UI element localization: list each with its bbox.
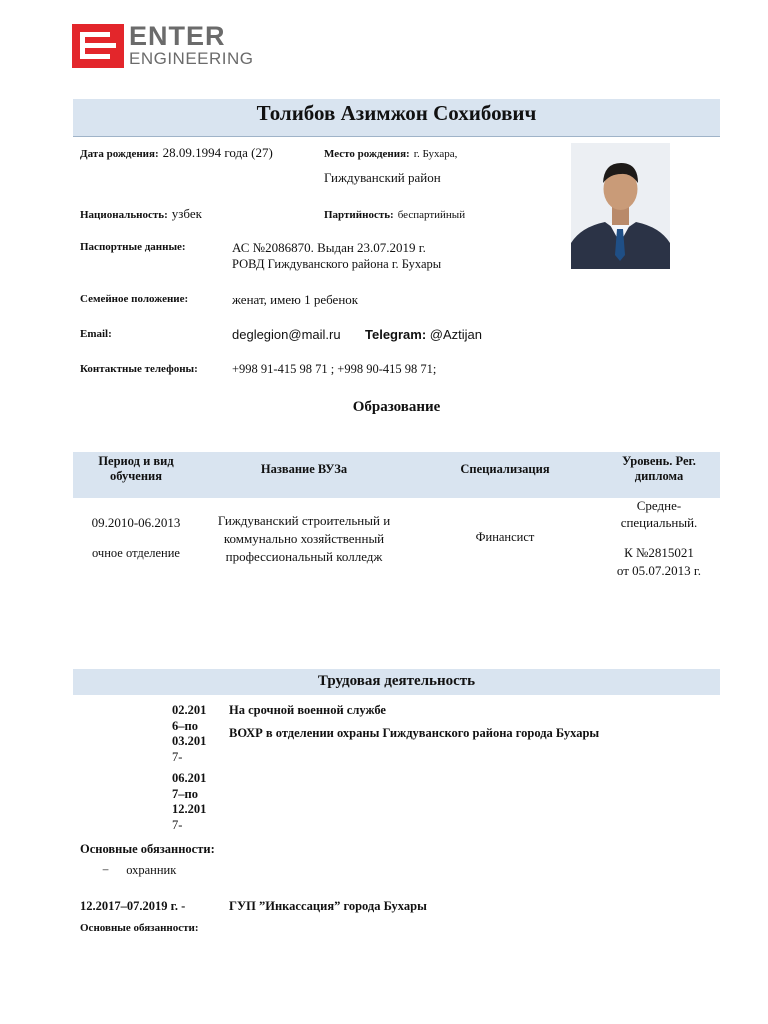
edu-header-period: Период и вид обучения bbox=[98, 454, 174, 483]
work-period-1-line-4: 7- bbox=[172, 749, 183, 764]
profile-photo bbox=[571, 143, 670, 269]
work-period-2-line-3: 12.201 bbox=[172, 802, 207, 816]
pob-label: Место рождения: bbox=[324, 148, 410, 160]
party-label: Партийность: bbox=[324, 209, 394, 221]
duty-text: охранник bbox=[126, 863, 177, 877]
work-org-2: ВОХР в отделении охраны Гиждуванского района города Бухары bbox=[229, 726, 600, 740]
telegram-row bbox=[365, 327, 482, 342]
nationality-label: Национальность: bbox=[80, 209, 168, 221]
edu-level-line-2: специальный. bbox=[620, 515, 698, 530]
pob-row bbox=[324, 144, 457, 162]
edu-diploma-line-2: от 05.07.2013 г. bbox=[616, 563, 702, 578]
edu-header-spec: Специализация bbox=[460, 462, 550, 476]
edu-spec: Финансист bbox=[475, 530, 535, 544]
edu-school-line-2: коммунально хозяйственный bbox=[223, 531, 385, 546]
dob-label: Дата рождения: bbox=[80, 148, 159, 160]
family-value: женат, имею 1 ребенок bbox=[232, 292, 359, 307]
dob-value: 28.09.1994 года (27) bbox=[162, 145, 273, 160]
work-period-3: 12.2017–07.2019 г. - bbox=[80, 899, 186, 913]
duties-label-2: Основные обязанности: bbox=[80, 922, 199, 934]
edu-school-line-1: Гиждуванский строительный и bbox=[217, 513, 391, 528]
work-title: Трудовая деятельность bbox=[317, 673, 476, 689]
pob-value-2: Гиждуванский район bbox=[324, 170, 441, 185]
work-period-1 bbox=[172, 703, 206, 765]
work-org-3: ГУП ”Инкассация” города Бухары bbox=[229, 899, 427, 913]
edu-period: 09.2010-06.2013 bbox=[91, 515, 181, 530]
work-period-2-line-1: 06.201 bbox=[172, 771, 207, 785]
phones-label: Контактные телефоны: bbox=[80, 363, 198, 375]
work-period-2 bbox=[172, 771, 206, 833]
dob-row bbox=[80, 144, 273, 162]
logo-mark-icon bbox=[72, 24, 124, 68]
pob-value: г. Бухара, bbox=[413, 148, 458, 160]
passport-line-2: РОВД Гиждуванского района г. Бухары bbox=[232, 257, 442, 271]
person-photo-icon bbox=[571, 143, 670, 269]
edu-header-school: Название ВУЗа bbox=[260, 462, 348, 476]
nationality-value: узбек bbox=[171, 206, 202, 221]
telegram-value[interactable]: @Aztijan bbox=[429, 327, 483, 342]
company-logo bbox=[72, 21, 262, 70]
edu-header-level: Уровень. Рег. диплома bbox=[622, 454, 696, 483]
work-period-1-line-3: 03.201 bbox=[172, 734, 207, 748]
email-value[interactable]: deglegion@mail.ru bbox=[232, 327, 341, 342]
edu-school-line-3: профессиональный колледж bbox=[225, 549, 383, 564]
family-label: Семейное положение: bbox=[80, 293, 189, 305]
party-row bbox=[324, 205, 465, 223]
email-label: Email: bbox=[80, 328, 112, 340]
work-org-1: На срочной военной службе bbox=[229, 703, 386, 717]
passport-label: Паспортные данные: bbox=[80, 241, 186, 253]
telegram-label: Telegram: bbox=[365, 327, 427, 342]
nationality-row bbox=[80, 205, 202, 223]
edu-form: очное отделение bbox=[92, 546, 180, 560]
edu-diploma-line-1: К №2815021 bbox=[624, 545, 694, 560]
work-period-2-line-2: 7–по bbox=[172, 786, 198, 801]
edu-level-line-1: Средне- bbox=[636, 498, 682, 513]
logo-text-engineering: ENGINEERING bbox=[129, 49, 254, 68]
party-value: беспартийный bbox=[397, 209, 466, 221]
education-title: Образование bbox=[352, 399, 441, 415]
logo-text-enter: ENTER bbox=[129, 21, 226, 51]
phones-value: +998 91-415 98 71 ; +998 90-415 98 71; bbox=[232, 362, 437, 376]
passport-line-1: АС №2086870. Выдан 23.07.2019 г. bbox=[232, 240, 426, 255]
duty-list-item bbox=[102, 863, 176, 878]
duty-bullet: − bbox=[102, 863, 110, 877]
work-period-2-line-4: 7- bbox=[172, 817, 183, 832]
work-period-1-line-2: 6–по bbox=[172, 718, 198, 733]
work-period-1-line-1: 02.201 bbox=[172, 703, 207, 717]
duties-label: Основные обязанности: bbox=[80, 842, 215, 856]
full-name: Толибов Азимжон Сохибович bbox=[256, 101, 537, 125]
